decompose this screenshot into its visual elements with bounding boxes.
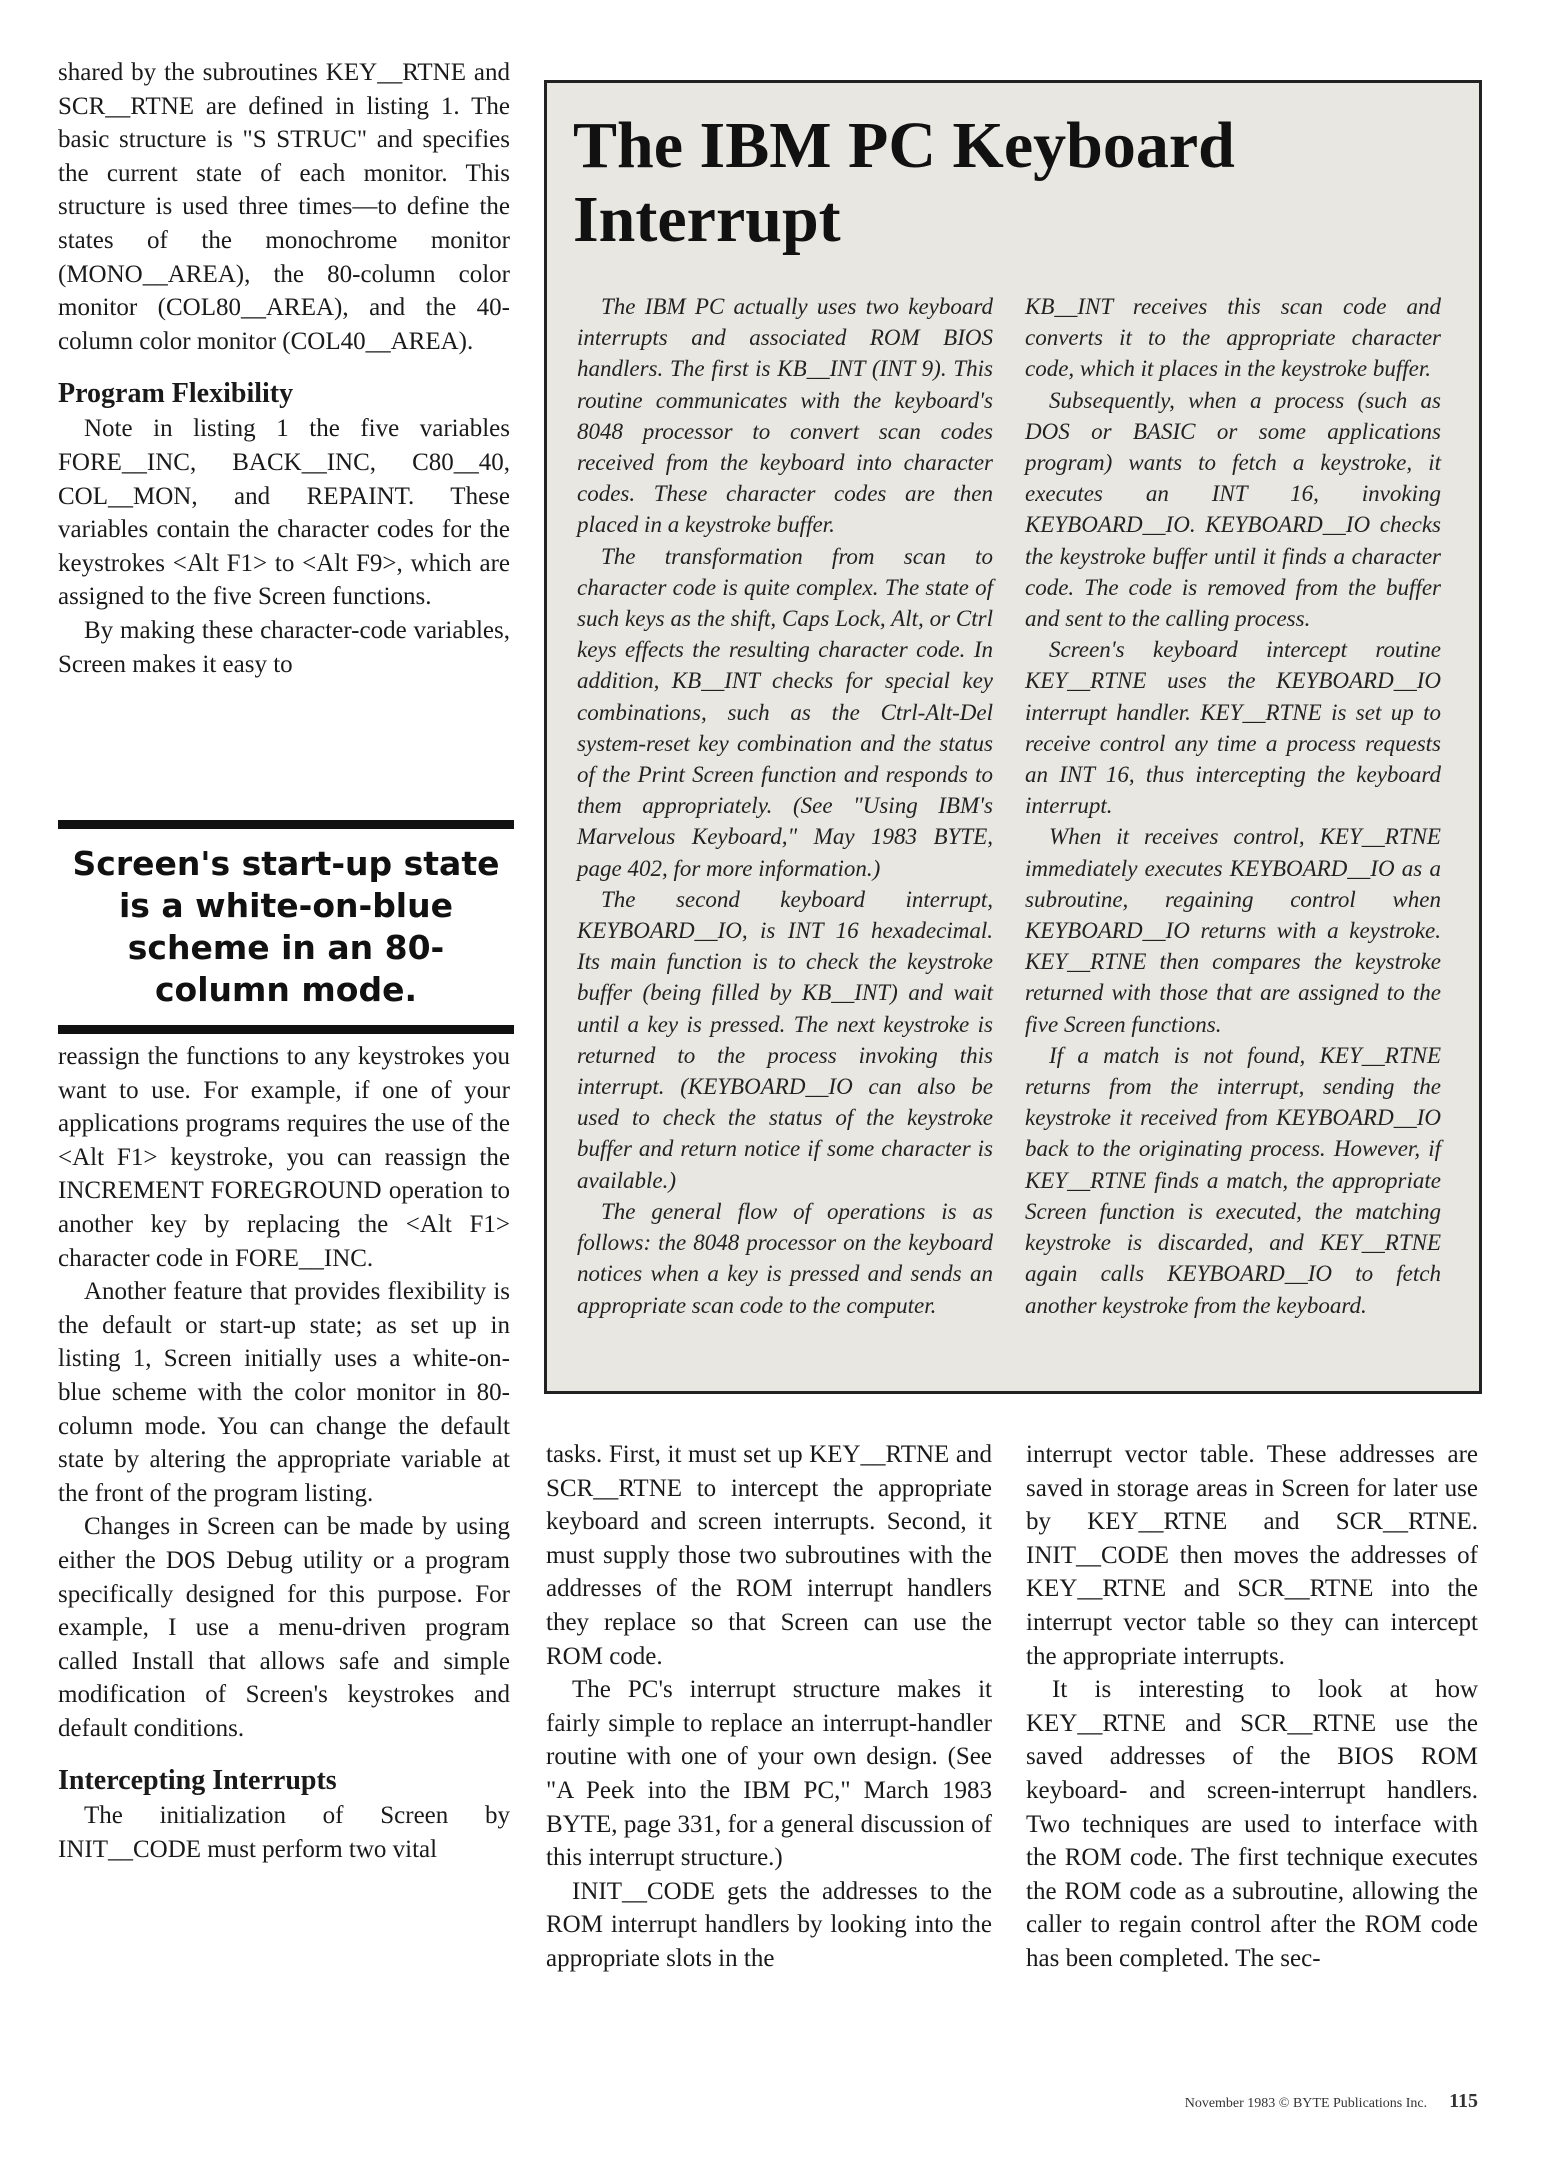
middle-column	[546, 1438, 992, 1976]
sidebar-left-column	[577, 291, 993, 1321]
paragraph: Another feature that provides flexibility is the default or start-up state; as set up in listing 1, Screen initially uses a white-on-blue scheme with the color monitor in 80-column mode. You can change the default state by altering the appropriate variable at the front of the program listing.	[58, 1278, 510, 1507]
left-column-upper	[58, 56, 510, 681]
sidebar-paragraph: The IBM PC actually uses two keyboard interrupts and associated ROM BIOS handlers. The first is KB__INT (INT 9). This routine communicates with the keyboard's 8048 processor to convert scan codes received from the keyboard into character codes. These character codes are then placed in a keystroke buffer.	[577, 294, 993, 538]
paragraph: It is interesting to look at how KEY__RTNE and SCR__RTNE use the saved addresses of the BIOS ROM keyboard- and screen-interrupt handlers. Two techniques are used to interface with the ROM code. The first technique executes the ROM code as a subroutine, allowing the caller to regain control after the ROM code has been completed. The sec-	[1026, 1676, 1478, 1972]
left-column-lower	[58, 1040, 510, 1867]
paragraph: reassign the functions to any keystrokes you want to use. For example, if one of your applications programs requires the use of the <Alt F1> keystroke, you can reassign the INCREMENT FOREGROUND operation to another key by replacing the <Alt F1> character code in FORE__INC.	[58, 1043, 510, 1272]
sidebar-paragraph: Screen's keyboard intercept routine KEY__RTNE uses the KEYBOARD__IO interrupt handler. KEY__RTNE is set up to receive control any time a process requests an INT 16, thus intercepting the keyboard interrupt.	[1025, 637, 1441, 819]
paragraph: tasks. First, it must set up KEY__RTNE and SCR__RTNE to intercept the appropriate keyboard and screen interrupts. Second, it must supply those two subroutines with the addresses of the ROM interrupt handlers they replace so that Screen can use the ROM code.	[546, 1441, 992, 1670]
paragraph: The initialization of Screen by INIT__CODE must perform two vital	[58, 1802, 510, 1864]
sidebar-paragraph: Subsequently, when a process (such as DOS or BASIC or some applications program) wants to fetch a keystroke, it executes an INT 16, invoking KEYBOARD__IO. KEYBOARD__IO checks the keystroke buffer until it finds a character code. The code is removed from the buffer and sent to the calling process.	[1025, 387, 1441, 632]
paragraph: Changes in Screen can be made by using either the DOS Debug utility or a program specifically designed for this purpose. For example, I use a menu-driven program called Install that allows safe and simple modification of Screen's keystrokes and default conditions.	[58, 1513, 510, 1742]
pull-quote-text: Screen's start-up state is a white-on-blue scheme in an 80-column mode.	[72, 844, 500, 1009]
paragraph: interrupt vector table. These addresses are saved in storage areas in Screen for later use by KEY__RTNE and SCR__RTNE. INIT__CODE then moves the addresses of KEY__RTNE and SCR__RTNE into the interrupt vector table so they can intercept the appropriate interrupts.	[1026, 1441, 1478, 1670]
section-heading-program-flexibility: Program Flexibility	[58, 378, 294, 410]
footer-credit: November 1983 © BYTE Publications Inc.	[1184, 2096, 1428, 2111]
page-footer	[1185, 2090, 1478, 2113]
sidebar-title: The IBM PC Keyboard Interrupt	[573, 109, 1235, 256]
sidebar-box	[544, 80, 1482, 1394]
right-column	[1026, 1438, 1478, 1976]
sidebar-paragraph: The general flow of operations is as follows: the 8048 processor on the keyboard notices when a key is pressed and sends an appropriate scan code to the computer.	[577, 1198, 993, 1318]
page-number: 115	[1449, 2090, 1478, 2112]
section-heading-intercepting-interrupts: Intercepting Interrupts	[58, 1765, 337, 1797]
sidebar-paragraph: The transformation from scan to character code is quite complex. The state of such keys as the shift, Caps Lock, Alt, or Ctrl keys effects the resulting character code. In addition, KB__INT checks for special key combinations, such as the Ctrl-Alt-Del system-reset key combination and the status of the Print Screen function and responds to them appropriately. (See "Using IBM's Marvelous Keyboard," May 1983 BYTE, page 402, for more information.)	[577, 543, 993, 881]
sidebar-right-column	[1025, 291, 1441, 1321]
sidebar-paragraph: If a match is not found, KEY__RTNE returns from the interrupt, sending the keystroke it received from KEYBOARD__IO back to the originating process. However, if KEY__RTNE finds a match, the appropriate Screen function is executed, the matching keystroke is discarded, and KEY__RTNE again calls KEYBOARD__IO to fetch another keystroke from the keyboard.	[1025, 1042, 1441, 1318]
paragraph: INIT__CODE gets the addresses to the ROM interrupt handlers by looking into the appropriate slots in the	[546, 1877, 992, 1972]
sidebar-paragraph: KB__INT receives this scan code and converts it to the appropriate character code, which it places in the keystroke buffer.	[1025, 294, 1441, 382]
pull-quote	[58, 820, 514, 1034]
paragraph: The PC's interrupt structure makes it fairly simple to replace an interrupt-handler routine with one of your own design. (See "A Peek into the IBM PC," March 1983 BYTE, page 331, for a general discussion of this interrupt structure.)	[546, 1676, 992, 1872]
sidebar-paragraph: The second keyboard interrupt, KEYBOARD__IO, is INT 16 hexadecimal. Its main function is to check the keystroke buffer (being filled by KB__INT) and wait until a key is pressed. The next keystroke is returned to the process invoking this interrupt. (KEYBOARD__IO can also be used to check the status of the keystroke buffer and return notice if some character is available.)	[577, 886, 993, 1193]
paragraph: shared by the subroutines KEY__RTNE and SCR__RTNE are defined in listing 1. The basic structure is "S STRUC" and specifies the current state of each monitor. This structure is used three times—to define the states of the monochrome monitor (MONO__AREA), the 80-column color monitor (COL80__AREA), and the 40-column color monitor (COL40__AREA).	[58, 59, 510, 355]
sidebar-paragraph: When it receives control, KEY__RTNE immediately executes KEYBOARD__IO as a subroutine, regaining control when KEYBOARD__IO returns with a keystroke. KEY__RTNE then compares the keystroke returned with those that are assigned to the five Screen functions.	[1025, 824, 1441, 1037]
paragraph: Note in listing 1 the five variables FORE__INC, BACK__INC, C80__40, COL__MON, and REPAINT. These variables contain the character codes for the keystrokes <Alt F1> to <Alt F9>, which are assigned to the five Screen functions.	[58, 415, 510, 611]
paragraph: By making these character-code variables, Screen makes it easy to	[58, 616, 510, 678]
